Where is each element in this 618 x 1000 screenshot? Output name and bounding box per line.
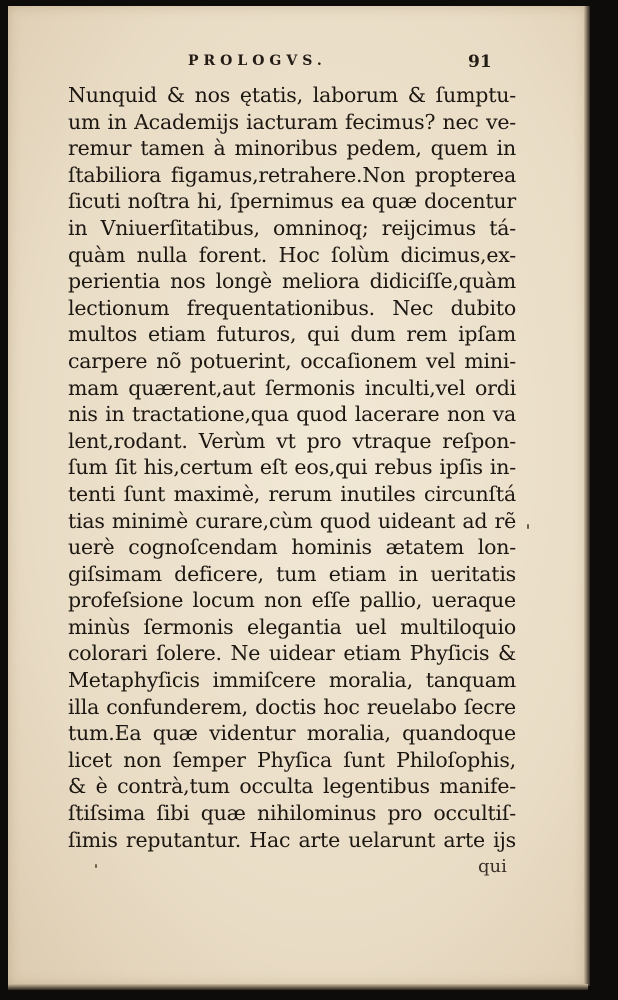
- running-head: PROLOGVS.: [188, 53, 327, 69]
- text-line: Nunquid & nos ętatis, laborum & ſumptu-: [68, 83, 516, 107]
- page-edge-bottom: [8, 984, 588, 990]
- text-line: minùs ſermonis elegantia uel multiloquio: [68, 614, 516, 639]
- page-edge-right: [584, 6, 590, 986]
- text-line: ſtiſsima ſibi quæ nihilominus pro occultiſ-: [68, 801, 516, 826]
- text-line: ſimis reputantur. Hac arte uelarunt arte ijs: [68, 827, 516, 852]
- catchword: qui: [478, 856, 507, 877]
- body-text: [68, 82, 516, 853]
- text-line: multos etiam futuros, qui dum rem ipſam: [68, 322, 516, 347]
- text-line: carpere nõ potuerint, occaſionem vel mini-: [68, 348, 516, 373]
- ink-speck: [527, 524, 529, 529]
- text-line: tias minimè curare,cùm quod uideant ad rẽ: [68, 508, 516, 533]
- ink-speck: [95, 864, 97, 868]
- text-line: ſtabiliora figamus,retrahere.Non propterea: [68, 162, 516, 187]
- text-line: ſicuti noſtra hi, ſpernimus ea quæ docentur: [68, 189, 516, 214]
- text-line: in Vniuerſitatibus, omninoq; reijcimus tá-: [68, 215, 516, 240]
- text-line: Metaphyſicis immiſcere moralia, tanquam: [68, 668, 516, 693]
- text-line: illa confunderem, doctis hoc reuelabo ſecre: [68, 694, 516, 719]
- text-line: & è contrà,tum occulta legentibus manife-: [68, 774, 516, 799]
- text-line: lent,rodant. Verùm vt pro vtraque reſpon-: [68, 428, 516, 453]
- page-number: 91: [468, 52, 492, 72]
- text-line: mam quærent,aut ſermonis inculti,vel ordi: [68, 375, 516, 400]
- text-line: uerè cognoſcendam hominis ætatem lon-: [68, 535, 516, 560]
- text-line: tum.Ea quæ videntur moralia, quandoque: [68, 721, 516, 746]
- text-line: ſum ſit his,certum eſt eos,qui rebus ipſis in-: [68, 455, 516, 480]
- text-line: perientia nos longè meliora didiciſſe,quàm: [68, 269, 516, 294]
- text-line: profeſsione locum non eſſe pallio, ueraque: [68, 588, 516, 613]
- text-line: lectionum frequentationibus. Nec dubito: [68, 295, 516, 320]
- text-line: tenti ſunt maximè, rerum inutiles circunſtá: [68, 481, 516, 506]
- text-line: licet non ſemper Phyſica ſunt Philoſophis,: [68, 747, 516, 772]
- text-line: colorari ſolere. Ne uidear etiam Phyſicis &: [68, 641, 516, 666]
- text-line: um in Academijs iacturam fecimus? nec ve-: [68, 109, 516, 134]
- text-line: giſsimam deficere, tum etiam in ueritatis: [68, 561, 516, 586]
- text-line: remur tamen à minoribus pedem, quem in: [68, 136, 516, 161]
- text-line: quàm nulla forent. Hoc ſolùm dicimus,ex-: [68, 242, 516, 267]
- text-line: nis in tractatione,qua quod lacerare non va: [68, 402, 516, 427]
